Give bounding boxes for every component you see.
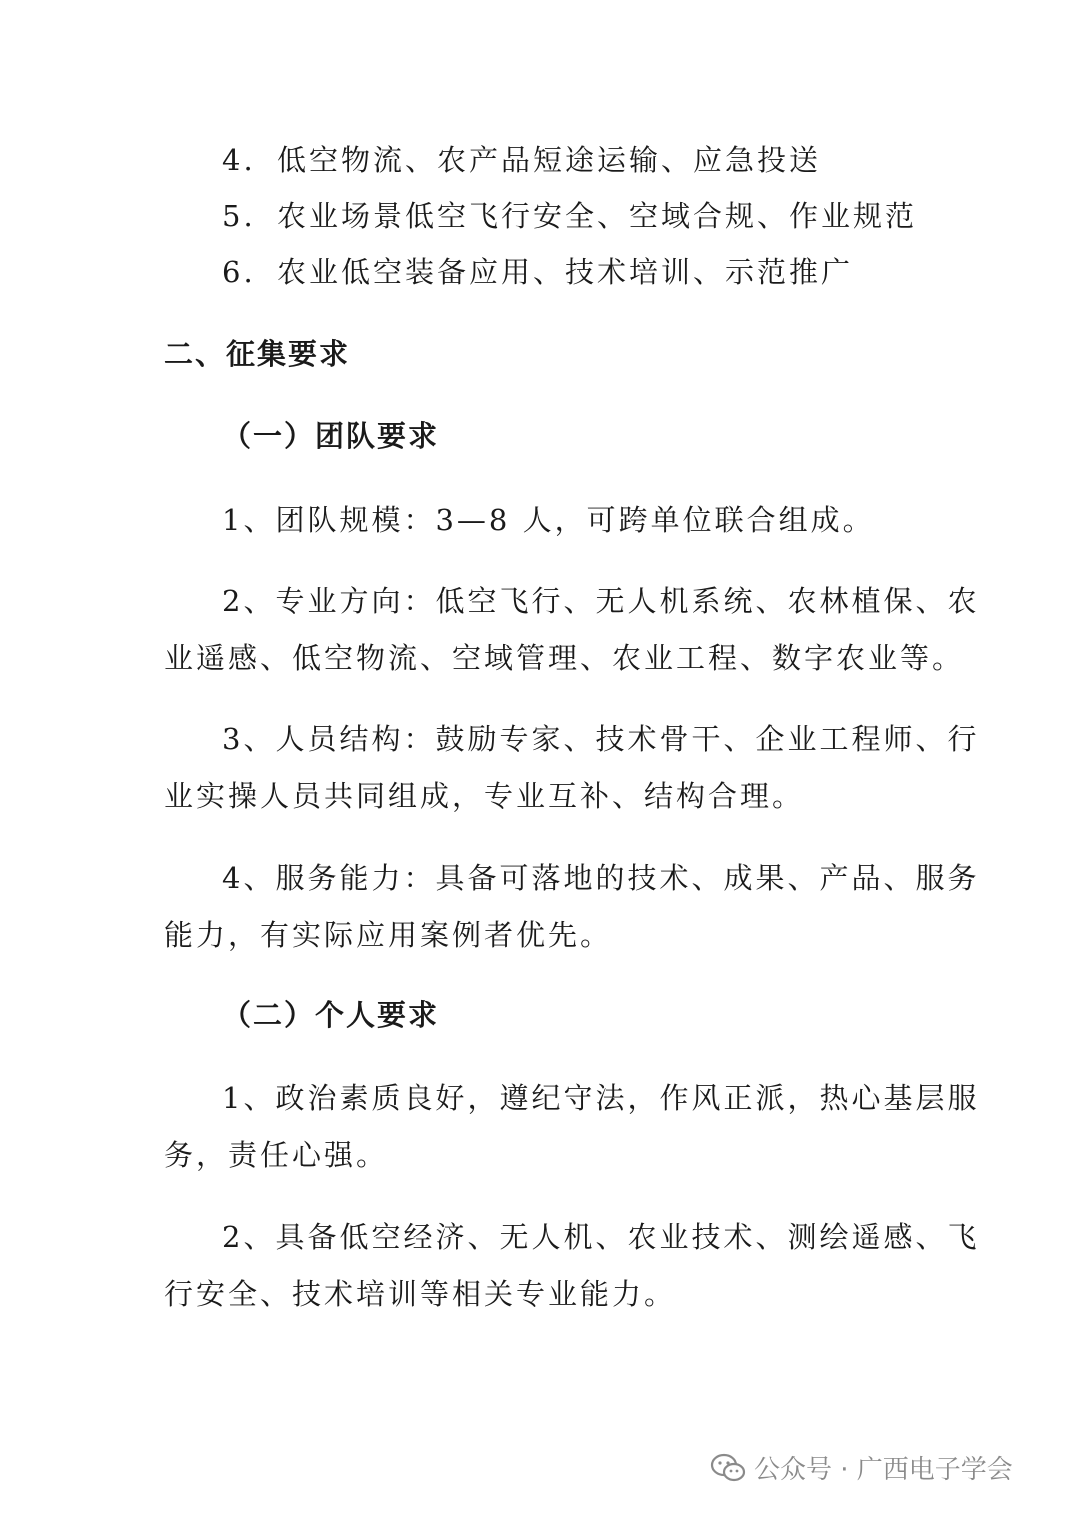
list-item-text: 低空物流、农产品短途运输、应急投送 (277, 143, 822, 177)
watermark-text: 公众号 · 广西电子学会 (754, 1455, 1013, 1485)
team-requirement-4-line2: 能力，有实际应用案例者优先。 (164, 918, 613, 952)
subsection-heading-individual: （二）个人要求 (222, 998, 440, 1032)
list-item-text: 农业场景低空飞行安全、空域合规、作业规范 (277, 199, 918, 233)
watermark (710, 1449, 1013, 1486)
list-item-number: 4. (222, 143, 256, 177)
team-requirement-1: 1、团队规模：3—8 人，可跨单位联合组成。 (222, 503, 875, 537)
list-item (222, 198, 917, 234)
list-item-number: 5. (222, 199, 256, 233)
individual-requirement-1-line1: 1、政治素质良好，遵纪守法，作风正派，热心基层服 (222, 1081, 980, 1115)
team-requirement-3-line2: 业实操人员共同组成，专业互补、结构合理。 (164, 779, 805, 813)
team-requirement-2-line2: 业遥感、低空物流、空域管理、农业工程、数字农业等。 (164, 641, 965, 675)
team-requirement-2-line1: 2、专业方向：低空飞行、无人机系统、农林植保、农 (222, 584, 980, 618)
list-item-number: 6. (222, 255, 256, 289)
list-item-text: 农业低空装备应用、技术培训、示范推广 (277, 255, 854, 289)
subsection-heading-team: （一）团队要求 (222, 419, 440, 453)
individual-requirement-2-line1: 2、具备低空经济、无人机、农业技术、测绘遥感、飞 (222, 1220, 980, 1254)
team-requirement-3-line1: 3、人员结构：鼓励专家、技术骨干、企业工程师、行 (222, 722, 980, 756)
individual-requirement-2-line2: 行安全、技术培训等相关专业能力。 (164, 1277, 677, 1311)
list-item (222, 142, 821, 178)
wechat-icon (710, 1453, 746, 1483)
list-item (222, 254, 853, 290)
section-heading: 二、征集要求 (164, 337, 351, 371)
individual-requirement-1-line2: 务，责任心强。 (164, 1138, 389, 1172)
team-requirement-4-line1: 4、服务能力：具备可落地的技术、成果、产品、服务 (222, 861, 980, 895)
